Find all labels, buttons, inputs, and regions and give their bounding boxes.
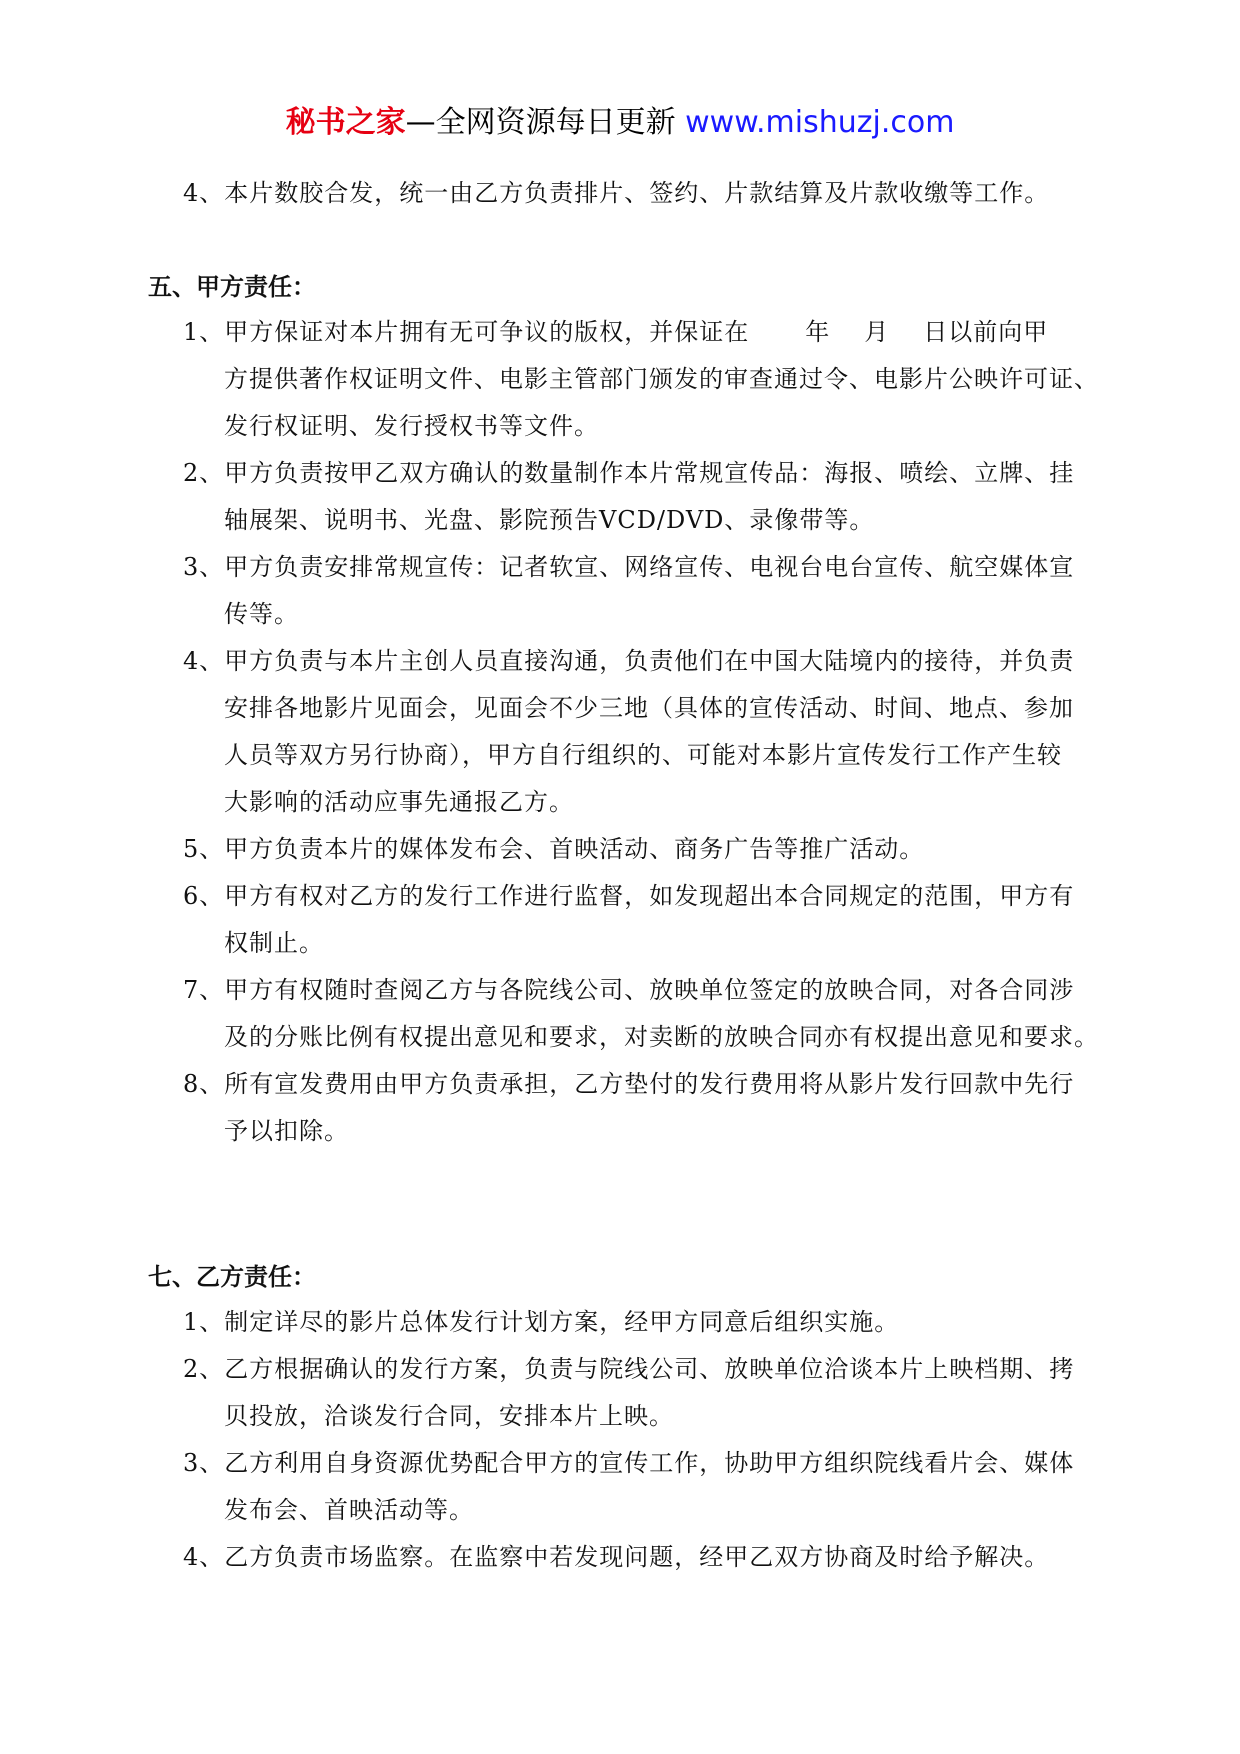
s5-item-1-month: 月 bbox=[864, 318, 890, 346]
header-tagline: —全网资源每日更新 bbox=[405, 105, 676, 140]
s5-item-6-line-1: 6、甲方有权对乙方的发行工作进行监督，如发现超出本合同规定的范围，甲方有 bbox=[183, 882, 1075, 910]
s5-item-2-line-2: 轴展架、说明书、光盘、影院预告VCD/DVD、录像带等。 bbox=[224, 506, 875, 534]
s5-item-7-line-1: 7、甲方有权随时查阅乙方与各院线公司、放映单位签定的放映合同，对各合同涉 bbox=[183, 976, 1075, 1004]
site-header bbox=[0, 103, 1240, 143]
prev-section-item-4: 4、本片数胶合发，统一由乙方负责排片、签约、片款结算及片款收缴等工作。 bbox=[183, 179, 1050, 207]
s7-item-3-line-1: 3、乙方利用自身资源优势配合甲方的宣传工作，协助甲方组织院线看片会、媒体 bbox=[183, 1449, 1075, 1477]
s5-item-8-line-1: 8、所有宣发费用由甲方负责承担，乙方垫付的发行费用将从影片发行回款中先行 bbox=[183, 1070, 1075, 1098]
site-url-link[interactable]: www.mishuzj.com bbox=[685, 105, 955, 140]
s7-item-2-line-2: 贝投放，洽谈发行合同，安排本片上映。 bbox=[224, 1402, 674, 1430]
s5-item-4-line-2: 安排各地影片见面会，见面会不少三地（具体的宣传活动、时间、地点、参加 bbox=[224, 694, 1074, 722]
s5-item-4-line-1: 4、甲方负责与本片主创人员直接沟通，负责他们在中国大陆境内的接待，并负责 bbox=[183, 647, 1075, 675]
s7-item-1-line-1: 1、制定详尽的影片总体发行计划方案，经甲方同意后组织实施。 bbox=[183, 1308, 900, 1336]
s7-item-4-line-1: 4、乙方负责市场监察。在监察中若发现问题，经甲乙双方协商及时给予解决。 bbox=[183, 1543, 1050, 1571]
s5-item-2-line-1: 2、甲方负责按甲乙双方确认的数量制作本片常规宣传品：海报、喷绘、立牌、挂 bbox=[183, 459, 1075, 487]
s5-item-5-line-1: 5、甲方负责本片的媒体发布会、首映活动、商务广告等推广活动。 bbox=[183, 835, 925, 863]
s5-item-4-line-4: 大影响的活动应事先通报乙方。 bbox=[224, 788, 574, 816]
s7-item-2-line-1: 2、乙方根据确认的发行方案，负责与院线公司、放映单位洽谈本片上映档期、拷 bbox=[183, 1355, 1075, 1383]
s5-item-1-text-b: 日以前向甲 bbox=[923, 318, 1049, 346]
s5-item-1-line-2: 方提供著作权证明文件、电影主管部门颁发的审查通过令、电影片公映许可证、 bbox=[224, 365, 1099, 393]
s5-item-1-year: 年 bbox=[805, 318, 831, 346]
brand-name: 秘书之家 bbox=[285, 105, 406, 140]
s5-item-6-line-2: 权制止。 bbox=[224, 929, 324, 957]
s5-item-1-line-1 bbox=[183, 315, 1048, 349]
section-5-title: 五、甲方责任： bbox=[148, 273, 316, 301]
s5-item-7-line-2: 及的分账比例有权提出意见和要求，对卖断的放映合同亦有权提出意见和要求。 bbox=[224, 1023, 1099, 1051]
s5-item-4-line-3: 人员等双方另行协商），甲方自行组织的、可能对本影片宣传发行工作产生较 bbox=[224, 741, 1062, 769]
s7-item-3-line-2: 发布会、首映活动等。 bbox=[224, 1496, 474, 1524]
s5-item-8-line-2: 予以扣除。 bbox=[224, 1117, 349, 1145]
s5-item-3-line-1: 3、甲方负责安排常规宣传：记者软宣、网络宣传、电视台电台宣传、航空媒体宣 bbox=[183, 553, 1075, 581]
section-7-title: 七、乙方责任： bbox=[148, 1263, 316, 1291]
s5-item-3-line-2: 传等。 bbox=[224, 600, 299, 628]
s5-item-1-text-a: 1、甲方保证对本片拥有无可争议的版权，并保证在 bbox=[183, 318, 750, 346]
s5-item-1-line-3: 发行权证明、发行授权书等文件。 bbox=[224, 412, 599, 440]
